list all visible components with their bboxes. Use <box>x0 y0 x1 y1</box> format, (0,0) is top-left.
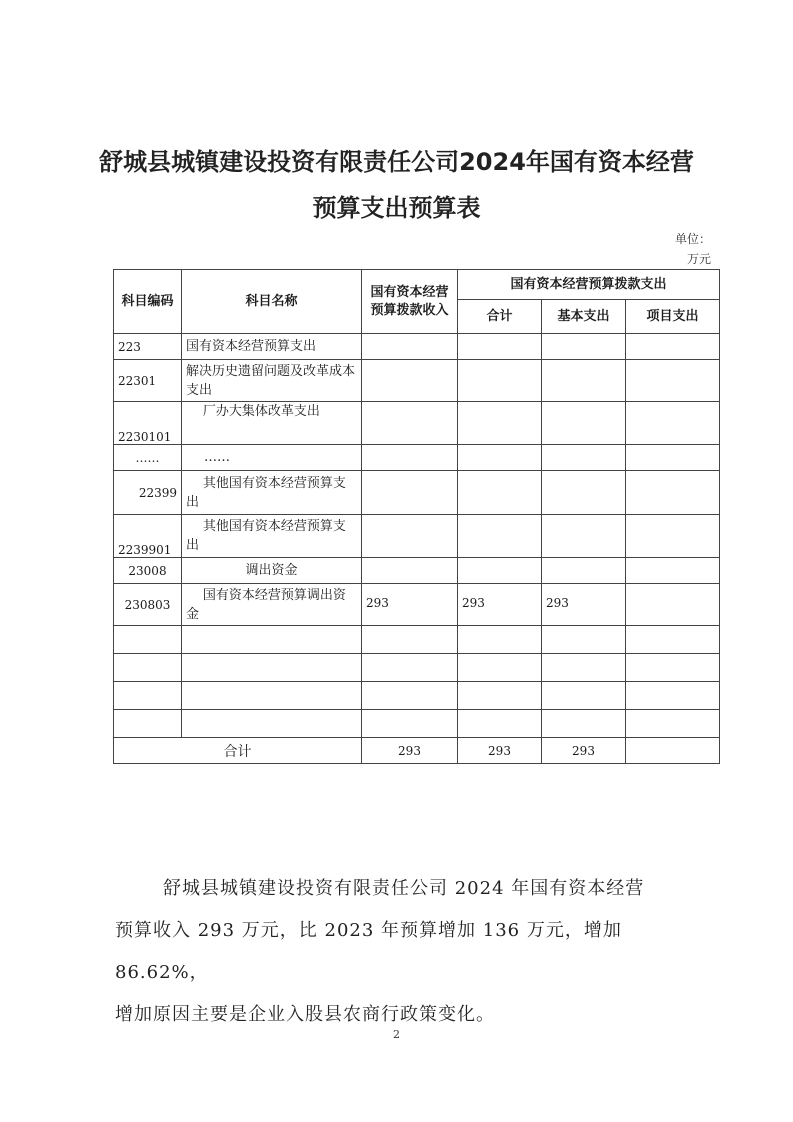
cell-income: 293 <box>362 584 458 626</box>
cell-total: 293 <box>458 584 542 626</box>
cell-basic <box>542 710 626 738</box>
cell-income <box>362 710 458 738</box>
footer-basic: 293 <box>542 738 626 764</box>
cell-code: 230803 <box>114 584 182 626</box>
cell-income <box>362 626 458 654</box>
cell-total <box>458 445 542 471</box>
cell-name: 国有资本经营预算调出资金 <box>182 584 362 626</box>
cell-income <box>362 471 458 515</box>
cell-total <box>458 402 542 445</box>
cell-project <box>626 334 720 360</box>
paragraph-line1: 舒城县城镇建设投资有限责任公司 2024 年国有资本经营 <box>163 878 645 899</box>
cell-project <box>626 402 720 445</box>
budget-table <box>113 269 720 764</box>
page-number: 2 <box>393 1028 400 1041</box>
cell-total <box>458 710 542 738</box>
cell-code: 2230101 <box>114 402 182 445</box>
cell-project <box>626 445 720 471</box>
cell-code <box>114 682 182 710</box>
cell-total <box>458 626 542 654</box>
paragraph-line2: 预算收入 293 万元，比 2023 年预算增加 136 万元，增加 86.62%， <box>115 920 622 983</box>
cell-name: 其他国有资本经营预算支出 <box>182 515 362 558</box>
header-income: 国有资本经营预算拨款收入 <box>362 270 458 334</box>
cell-basic <box>542 682 626 710</box>
cell-total <box>458 558 542 584</box>
cell-project <box>626 710 720 738</box>
cell-name: 国有资本经营预算支出 <box>182 334 362 360</box>
cell-total <box>458 682 542 710</box>
unit-value: 万元 <box>686 252 711 266</box>
cell-basic <box>542 626 626 654</box>
header-total: 合计 <box>458 300 542 334</box>
header-name: 科目名称 <box>182 270 362 334</box>
cell-project <box>626 654 720 682</box>
explanation-paragraph <box>115 868 715 1036</box>
cell-project <box>626 584 720 626</box>
footer-income: 293 <box>362 738 458 764</box>
table-row <box>114 445 720 471</box>
cell-name: 解决历史遗留问题及改革成本支出 <box>182 360 362 402</box>
cell-basic <box>542 654 626 682</box>
cell-name: …… <box>182 445 362 471</box>
cell-project <box>626 471 720 515</box>
cell-code: 22399 <box>114 471 182 515</box>
cell-project <box>626 558 720 584</box>
cell-basic <box>542 515 626 558</box>
cell-code <box>114 626 182 654</box>
cell-project <box>626 360 720 402</box>
paragraph-line3: 增加原因主要是企业入股县农商行政策变化。 <box>115 1004 495 1025</box>
header-basic: 基本支出 <box>542 300 626 334</box>
cell-code: …… <box>114 445 182 471</box>
table-row <box>114 360 720 402</box>
cell-total <box>458 334 542 360</box>
cell-project <box>626 626 720 654</box>
cell-basic <box>542 471 626 515</box>
cell-name <box>182 654 362 682</box>
table-row <box>114 334 720 360</box>
cell-code <box>114 710 182 738</box>
cell-code: 23008 <box>114 558 182 584</box>
cell-basic <box>542 558 626 584</box>
cell-basic <box>542 334 626 360</box>
cell-total <box>458 515 542 558</box>
cell-income <box>362 558 458 584</box>
footer-total: 293 <box>458 738 542 764</box>
cell-total <box>458 654 542 682</box>
footer-project <box>626 738 720 764</box>
cell-name: 厂办大集体改革支出 <box>182 402 362 445</box>
cell-total <box>458 360 542 402</box>
cell-name: 其他国有资本经营预算支出 <box>182 471 362 515</box>
table-row <box>114 471 720 515</box>
cell-basic: 293 <box>542 584 626 626</box>
cell-basic <box>542 360 626 402</box>
table-row <box>114 710 720 738</box>
table-row <box>114 682 720 710</box>
cell-code: 22301 <box>114 360 182 402</box>
page-title-line2: 预算支出预算表 <box>312 194 481 222</box>
cell-income <box>362 334 458 360</box>
cell-code <box>114 654 182 682</box>
cell-name: 调出资金 <box>182 558 362 584</box>
footer-row <box>114 738 720 764</box>
cell-name <box>182 710 362 738</box>
table-row <box>114 515 720 558</box>
table-row <box>114 402 720 445</box>
table-row <box>114 626 720 654</box>
cell-income <box>362 682 458 710</box>
cell-project <box>626 682 720 710</box>
table-row <box>114 654 720 682</box>
footer-label: 合计 <box>114 738 362 764</box>
unit-label: 单位： <box>674 232 711 246</box>
cell-income <box>362 360 458 402</box>
cell-total <box>458 471 542 515</box>
cell-code: 2239901 <box>114 515 182 558</box>
cell-income <box>362 445 458 471</box>
header-project: 项目支出 <box>626 300 720 334</box>
table-row <box>114 558 720 584</box>
page-title-line1: 舒城县城镇建设投资有限责任公司2024年国有资本经营 <box>99 148 694 176</box>
cell-income <box>362 402 458 445</box>
header-expense-group: 国有资本经营预算拨款支出 <box>458 270 720 300</box>
cell-income <box>362 515 458 558</box>
cell-basic <box>542 402 626 445</box>
cell-basic <box>542 445 626 471</box>
cell-project <box>626 515 720 558</box>
cell-name <box>182 682 362 710</box>
header-code: 科目编码 <box>114 270 182 334</box>
cell-name <box>182 626 362 654</box>
cell-code: 223 <box>114 334 182 360</box>
table-row <box>114 584 720 626</box>
cell-income <box>362 654 458 682</box>
